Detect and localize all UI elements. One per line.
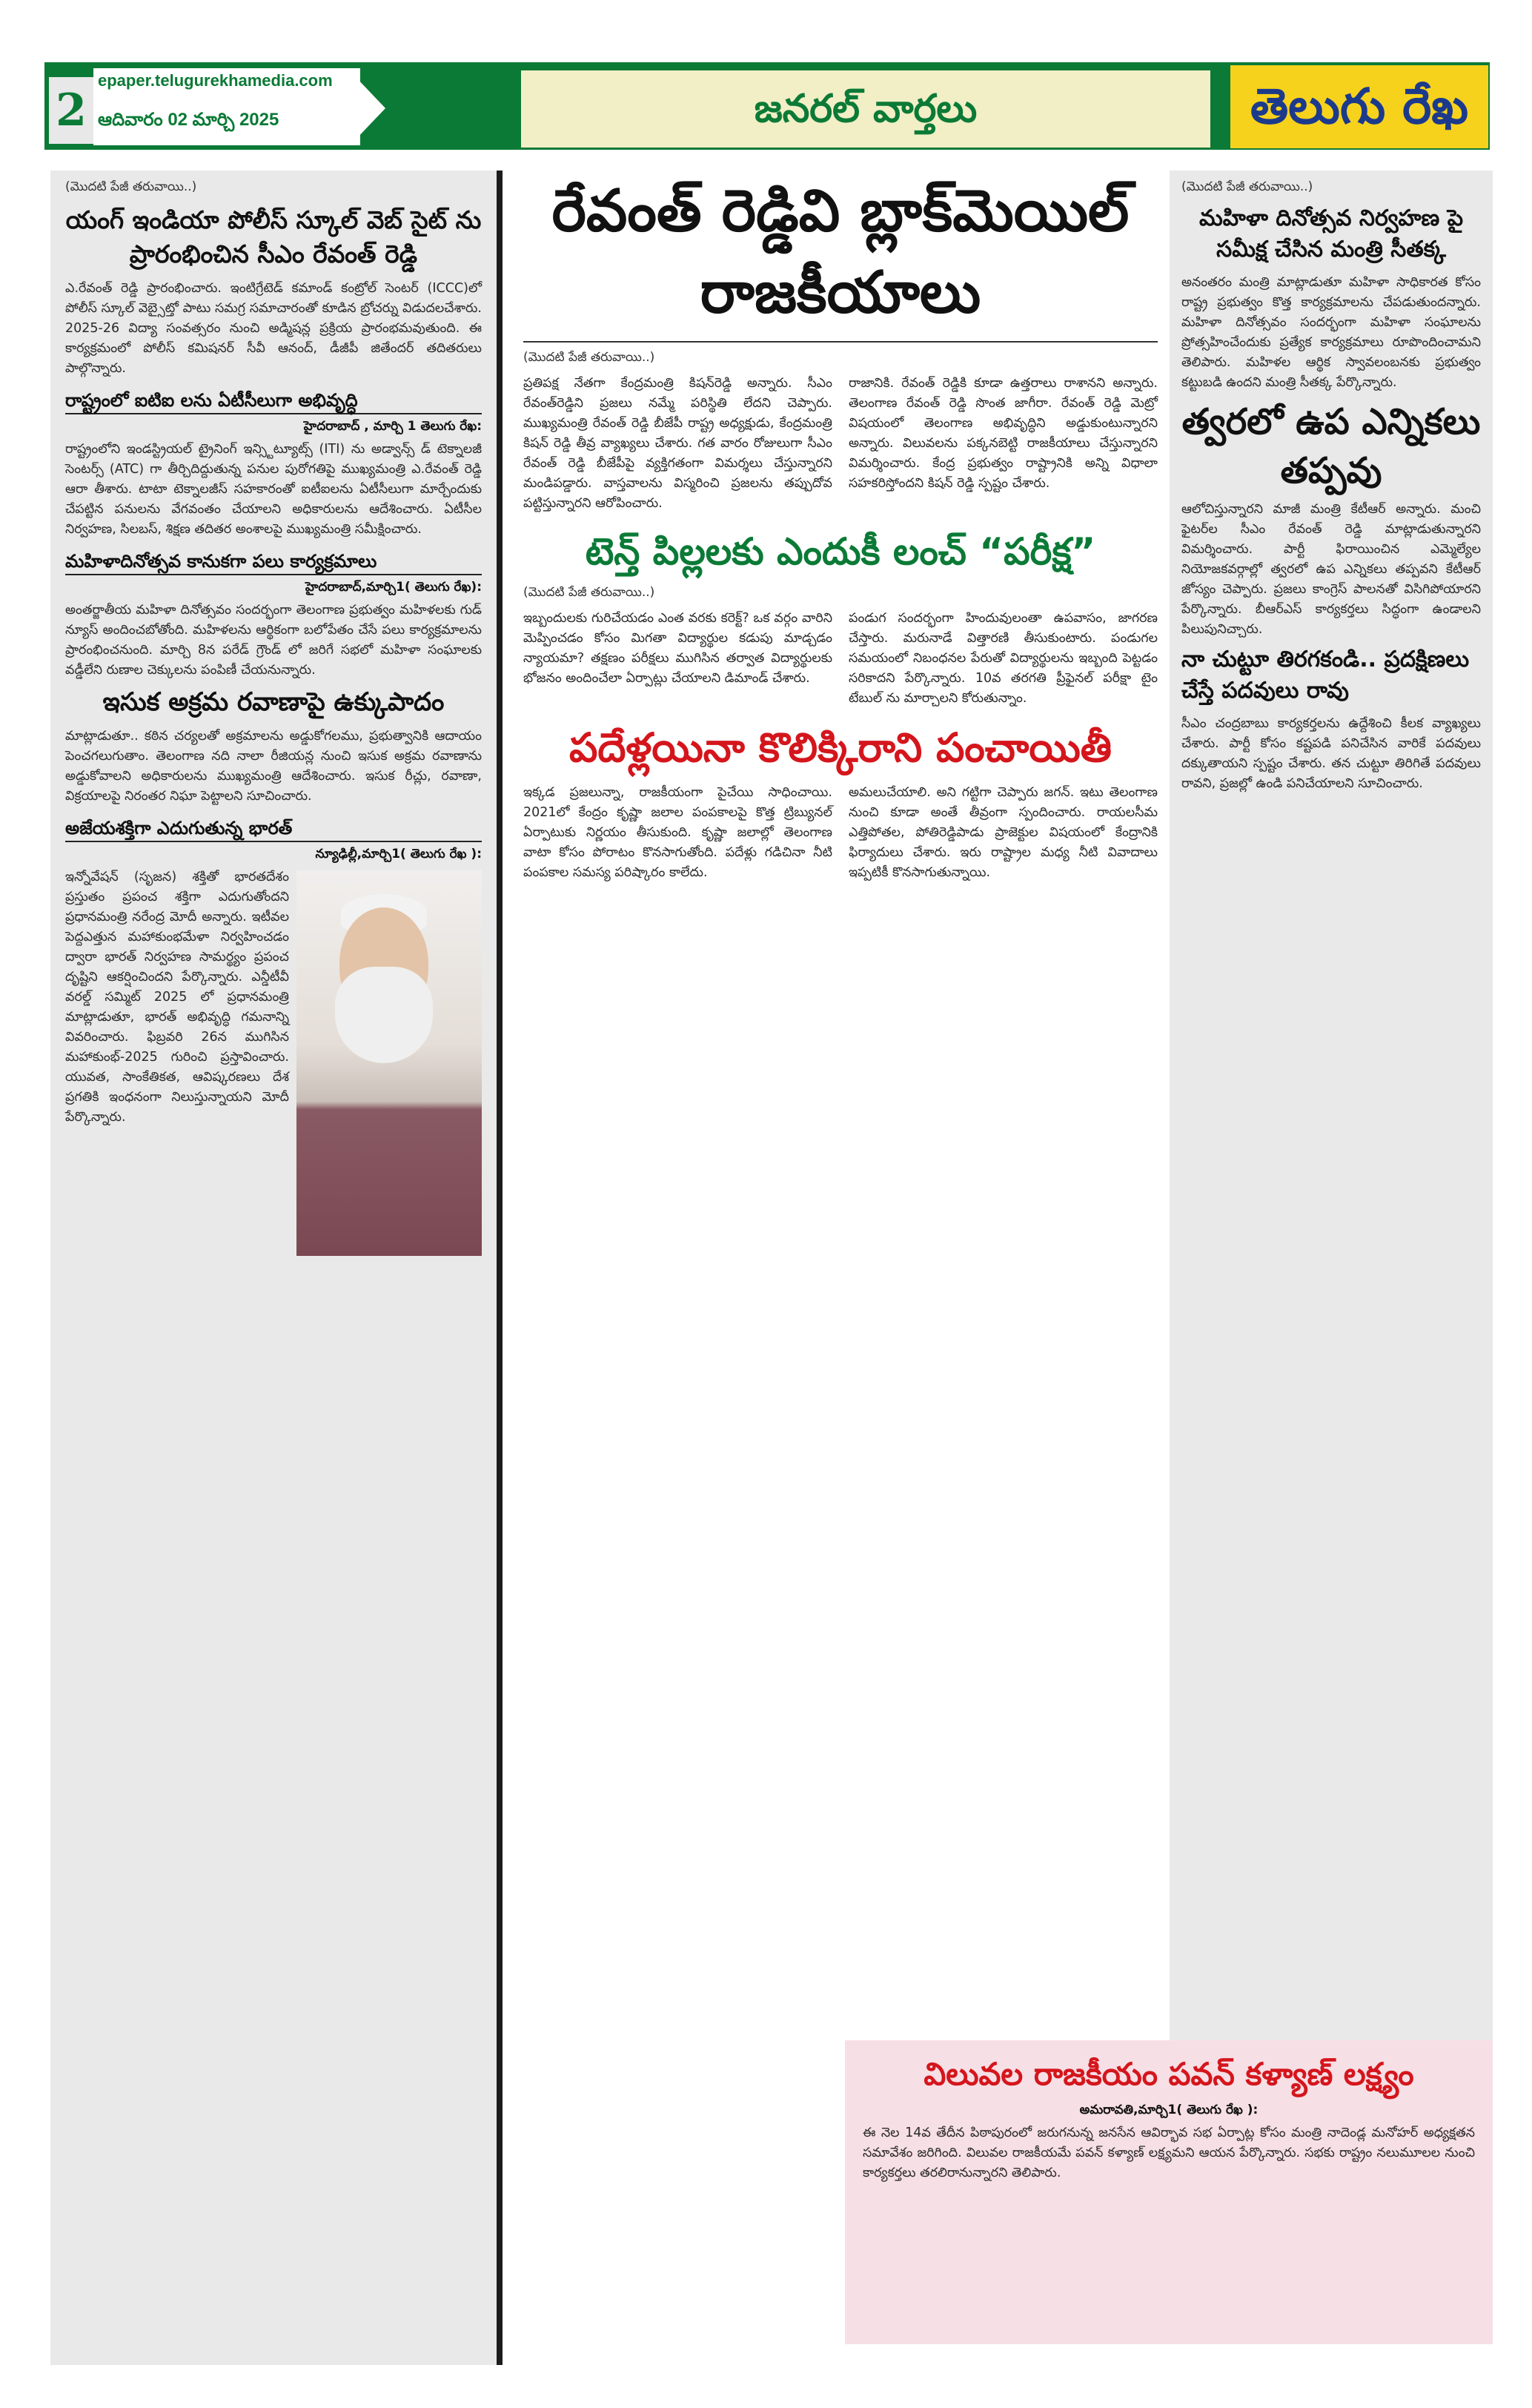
article-body: ఆలోచిస్తున్నారని మాజీ మంత్రి కేటీఆర్ అన్నారు. మంచి ఫైటర్‌ల సీఎం రేవంత్ రెడ్డి మాట్లాడుతున్నారని విమర్శించారు. పార్టీ ఫిరాయించిన ఎమ్మెల్యేల నియోజకవర్గాల్లో త్వరలో ఉప ఎన్నికలు తప్పవని కేటీఆర్ జోస్యం చెప్పారు. ప్రజలు కాంగ్రెస్ పాలనతో విసిగిపోయారని పేర్కొన్నారు. బీఆర్ఎస్ కార్యకర్తలు సిద్ధంగా ఉండాలని పిలుపునిచ్చారు. — [1181, 502, 1481, 637]
continued-note: (మొదటి పేజీ తరువాయి..) — [523, 585, 655, 600]
article-headline: త్వరలో ఉప ఎన్నికలు తప్పవు — [1181, 401, 1481, 492]
panch-body — [523, 783, 1158, 887]
article-body: అంతర్జాతీయ మహిళా దినోత్సవం సందర్భంగా తెలంగాణ ప్రభుత్వం మహిళలకు గుడ్ న్యూస్ అందించబోతోంది. మహిళలను ఆర్థికంగా బలోపేతం చేసే పలు కార్యక్రమాలను ప్రారంభించనుంది. మార్చి 8న పరేడ్ గ్రౌండ్ లో జరిగే సభలో మహిళా సంఘాలకు వడ్డీలేని రుణాల చెక్కులను పంపిణీ చేయనున్నారు. — [65, 603, 482, 678]
article-headline: యంగ్ ఇండియా పోలీస్ స్కూల్ వెబ్ సైట్ ను ప్రారంభించిన సీఎం రేవంత్ రెడ్డి — [65, 205, 482, 268]
article-body: ఇక్కడ ప్రజలున్నా, రాజకీయంగా పైచేయి సాధించాయి. 2021లో కేంద్రం కృష్ణా జలాల పంపకాలపై కొత్త ట్రిబ్యునల్ ఏర్పాటుకు నిర్ణయం తీసుకుంది. కృష్ణా జలాల్లో తెలంగాణ వాటా కోసం పోరాటం కొనసాగుతోంది. పదేళ్లు గడిచినా నీటి పంపకాల సమస్య పరిష్కారం కాలేదు. — [523, 785, 832, 880]
section-title: జనరల్ వార్తలు — [519, 68, 1213, 150]
continued-note: (మొదటి పేజీ తరువాయి..) — [1181, 179, 1313, 194]
dateline: హైదరాబాద్ , మార్చి 1 తెలుగు రేఖ: — [303, 419, 482, 434]
newspaper-logo: తెలుగు రేఖ — [1230, 65, 1488, 148]
dateline: హైదరాబాద్,మార్చి1( తెలుగు రేఖ): — [305, 580, 482, 595]
bottom-article-box — [845, 2040, 1493, 2344]
article-headline: విలువల రాజకీయం పవన్ కళ్యాణ్ లక్ష్యం — [923, 2056, 1414, 2092]
article-body: రాష్ట్రంలోని ఇండస్ట్రియల్ ట్రైనింగ్ ఇన్స్టిట్యూట్స్ (ITI) ను అడ్వాన్స్ డ్ టెక్నాలజీ సెంటర్స్ (ATC) గా తీర్చిదిద్దుతున్న పనుల పురోగతిపై ముఖ్యమంత్రి ఎ.రేవంత్ రెడ్డి ఆరా తీశారు. టాటా టెక్నాలజీస్ సహకారంతో ఐటీఐలను ఏటీసీలుగా మార్చేందుకు చేపట్టిన పనులను వేగవంతం చేయాలని అధికారులను ఆదేశించారు. ఏటీసీల నిర్వహణ, సిలబస్, శిక్షణ తదితర అంశాలపై ముఖ్యమంత్రి సమీక్షించారు. — [65, 442, 482, 537]
divider — [523, 341, 1158, 343]
article-body: ఈ నెల 14వ తేదీన పిఠాపురంలో జరుగనున్న జనసేన ఆవిర్భావ సభ ఏర్పాట్ల కోసం మంత్రి నాదెండ్ల మనోహర్ అధ్యక్షతన సమావేశం జరిగింది. విలువల రాజకీయమే పవన్ కళ్యాణ్ లక్ష్యమని ఆయన పేర్కొన్నారు. సభకు రాష్ట్రం నలుమూలల నుంచి కార్యకర్తలు తరలిరానున్నారని తెలిపారు. — [863, 2126, 1475, 2180]
article-body: ప్రతిపక్ష నేతగా కేంద్రమంత్రి కిషన్‌రెడ్డి అన్నారు. సీఎం రేవంత్‌రెడ్డిని ప్రజలు నమ్మే పరిస్థితి లేదని చెప్పారు. ముఖ్యమంత్రి రేవంత్ రెడ్డి బీజేపీ రాష్ట్ర అధ్యక్షుడు, కేంద్రమంత్రి కిషన్ రెడ్డి తీవ్ర వ్యాఖ్యలు చేశారు. గత వారం రోజులుగా సీఎం రేవంత్ రెడ్డి బీజేపీపై వ్యక్తిగతంగా విమర్శలు చేస్తున్నారని మండిపడ్డారు. వాస్తవాలను విస్మరించి ప్రజలను తప్పుదోవ పట్టిస్తున్నారని ఆరోపించారు. — [523, 376, 832, 511]
article-body: ఇన్నోవేషన్ (సృజన) శక్తితో భారతదేశం ప్రస్తుతం ప్రపంచ శక్తిగా ఎదుగుతోందని ప్రధానమంత్రి నరేంద్ర మోదీ అన్నారు. ఇటీవల పెద్దఎత్తున మహాకుంభమేళా నిర్వహించడం ద్వారా భారత్ నిర్వహణ సామర్థ్యం ప్రపంచ దృష్టిని ఆకర్షించిందని పేర్కొన్నారు. ఎన్డీటీవీ వరల్డ్ సమ్మిట్ 2025 లో ప్రధానమంత్రి మాట్లాడుతూ, భారత్ అభివృద్ధి గమనాన్ని వివరించారు. ఫిబ్రవరి 26న ముగిసిన మహాకుంభ్-2025 గురించి ప్రస్తావించారు. యువత, సాంకేతికత, ఆవిష్కరణలు దేశ ప్రగతికి ఇంధనంగా నిలుస్తున్నాయని మోదీ పేర్కొన్నారు. — [65, 870, 289, 1125]
photo-beard — [335, 967, 433, 1063]
lead-headline: రేవంత్ రెడ్డివి బ్లాక్‌మెయిల్ రాజకీయాలు — [551, 178, 1130, 326]
dateline: అమరావతి,మార్చి1( తెలుగు రేఖ ): — [1079, 2103, 1259, 2117]
article-body: మాట్లాడుతూ.. కఠిన చర్యలతో అక్రమాలను అడ్డుకోగలము, ప్రభుత్వానికి ఆదాయం పెంచగలుగుతాం. తెలంగాణ నది నాలా రీజియన్ల నుంచి ఇసుక అక్రమ రవాణాను అడ్డుకోవాలని అధికారులను ముఖ్యమంత్రి ఆదేశించారు. ఇసుక రీచ్లు, రవాణా, విక్రయాలపై నిరంతర నిఘా పెట్టాలని సూచించారు. — [65, 729, 482, 804]
article-headline: రాష్ట్రంలో ఐటిఐ లను ఏటీసీలుగా అభివృద్ధి — [65, 388, 482, 414]
article-body: అమలుచేయాలి. అని గట్టిగా చెప్పారు జగన్. ఇటు తెలంగాణ నుంచి కూడా అంతే తీవ్రంగా స్పందించారు. రాయలసీమ ఎత్తిపోతల, పోతిరెడ్డిపాడు ప్రాజెక్టుల విషయంలో కేంద్రానికి ఫిర్యాదులు చేశారు. ఇరు రాష్ట్రాల మధ్య నీటి వివాదాలు ఇప్పటికీ కొనసాగుతున్నాయి. — [849, 785, 1158, 880]
left-column — [50, 171, 503, 2365]
right-column — [1170, 171, 1493, 2157]
header-arrow — [356, 77, 385, 139]
continued-note: (మొదటి పేజీ తరువాయి..) — [65, 179, 197, 194]
article-headline: మహిళాదినోత్సవ కానుకగా పలు కార్యక్రమాలు — [65, 549, 482, 575]
modi-photo — [296, 870, 482, 1256]
article-headline: నా చుట్టూ తిరగకండి.. ప్రదక్షిణలు చేస్తే పదవులు రావు — [1181, 646, 1470, 704]
issue-date: ఆదివారం 02 మార్చి 2025 — [98, 110, 279, 130]
article-headline: టెన్త్ పిల్లలకు ఎందుకీ లంచ్ “పరీక్ష” — [585, 530, 1096, 573]
article-headline: ఇసుక అక్రమ రవాణాపై ఉక్కుపాదం — [102, 687, 445, 717]
article-headline: మహిళా దినోత్సవ నిర్వహణ పై సమీక్ష చేసిన మంత్రి సీతక్క — [1198, 205, 1464, 262]
article-body: ఇబ్బందులకు గురిచేయడం ఎంత వరకు కరెక్ట్? ఒక వర్గం వారిని మెప్పించడం కోసం మిగతా విద్యార్థుల కడుపు మాడ్చడం న్యాయమా? తక్షణం పరీక్షలు ముగిసిన తర్వాత విద్యార్థులకు భోజనం అందించేలా ఏర్పాట్లు చేయాలని డిమాండ్ చేశారు. — [523, 611, 832, 686]
article-body: ఎ.రేవంత్ రెడ్డి ప్రారంభించారు. ఇంటిగ్రేటెడ్ కమాండ్ కంట్రోల్ సెంటర్ (ICCC)లో పోలీస్ స్కూల్ వెబ్సైట్తో పాటు సమగ్ర సమాచారంతో కూడిన బ్రోచర్ను విడుదలచేశారు. 2025-26 విద్యా సంవత్సరం నుంచి అడ్మిషన్ల ప్రక్రియ ప్రారంభమవుతుంది. ఈ కార్యక్రమంలో పోలీస్ కమిషనర్ సీవీ ఆనంద్, డీజీపీ జితేందర్ తదితరులు పాల్గొన్నారు. — [65, 281, 482, 376]
tent-body — [523, 609, 1158, 713]
page-number: 2 — [46, 74, 96, 147]
article-body: అనంతరం మంత్రి మాట్లాడుతూ మహిళా సాధికారత కోసం రాష్ట్ర ప్రభుత్వం కొత్త కార్యక్రమాలను చేపడుతుందన్నారు. మహిళా దినోత్సవం సందర్భంగా మహిళా సంఘాలను ప్రోత్సహించేందుకు ప్రత్యేక కార్యక్రమాలు రూపొందించామని తెలిపారు. మహిళల ఆర్థిక స్వావలంబనకు ప్రభుత్వం కట్టుబడి ఉందని మంత్రి సీతక్క పేర్కొన్నారు. — [1181, 275, 1481, 390]
article-body: పండుగ సందర్భంగా హిందువులంతా ఉపవాసం, జాగరణ చేస్తారు. మరునాడే విత్తారణి తీసుకుంటారు. పండుగల సమయంలో నిబంధనల పేరుతో విద్యార్థులను ఇబ్బంది పెట్టడం సరికాదని పేర్కొన్నారు. 10వ తరగతి ప్రీఫైనల్ పరీక్షా టైం టేబుల్ ను మార్చాలని కోరుతున్నాం. — [849, 611, 1158, 706]
middle-column — [523, 171, 1158, 887]
article-headline: అజేయశక్తిగా ఎదుగుతున్న భారత్ — [65, 816, 482, 842]
lead-body — [523, 374, 1158, 518]
continued-note: (మొదటి పేజీ తరువాయి..) — [523, 350, 655, 365]
article-body: సీఎం చంద్రబాబు కార్యకర్తలను ఉద్దేశించి కీలక వ్యాఖ్యలు చేశారు. పార్టీ కోసం కష్టపడి పనిచేసిన వారికే పదవులు దక్కుతాయని స్పష్టం చేశారు. తన చుట్టూ తిరిగితే పదవులు రావని, ప్రజల్లో ఉండి పనిచేయాలని సూచించారు. — [1181, 716, 1481, 791]
dateline: న్యూఢిల్లీ,మార్చి1( తెలుగు రేఖ ): — [315, 847, 482, 861]
site-url[interactable]: epaper.telugurekhamedia.com — [98, 71, 333, 90]
article-body: రాజానికి. రేవంత్ రెడ్డికి కూడా ఉత్తరాలు రాశానని అన్నారు. తెలంగాణ రేవంత్ రెడ్డి సొంత జాగీరా. రేవంత్ రెడ్డి మెట్రో విషయంలో తెలంగాణ అభివృద్ధిని అడ్డుకుంటున్నారని అన్నారు. విలువలను పక్కనబెట్టి రాజకీయాలు చేస్తున్నారని విమర్శించారు. కేంద్ర ప్రభుత్వం రాష్ట్రానికి అన్ని విధాలా సహకరిస్తోందని కిషన్ రెడ్డి స్పష్టం చేశారు. — [849, 376, 1158, 491]
article-headline: పదేళ్లయినా కొలిక్కిరాని పంచాయితీ — [569, 724, 1112, 771]
